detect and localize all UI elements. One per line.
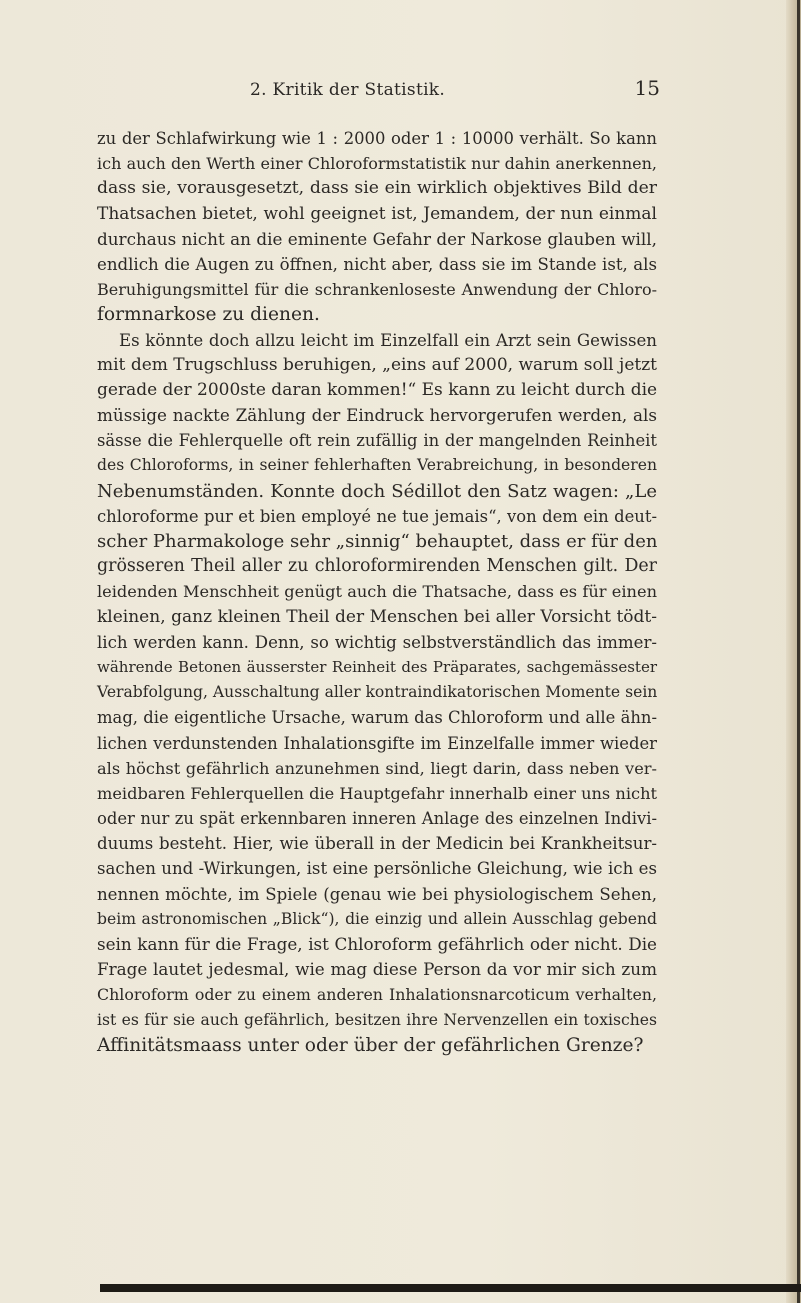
text-line: dass sie, vorausgesetzt, dass sie ein wirklich objektives Bild der: [97, 178, 657, 199]
text-line: endlich die Augen zu öffnen, nicht aber, dass sie im Stande ist, als: [97, 254, 657, 274]
text-line: Thatsachen bietet, wohl geeignet ist, Jemandem, der nun einmal: [97, 203, 657, 224]
text-line: als höchst gefährlich anzunehmen sind, liegt darin, dass neben ver-: [97, 758, 657, 778]
text-line: mag, die eigentliche Ursache, warum das Chloroform und alle ähn-: [97, 708, 657, 728]
page-number: 15: [634, 76, 660, 100]
text-line: grösseren Theil aller zu chloroformirenden Menschen gilt. Der: [97, 556, 657, 577]
text-line: beim astronomischen „Blick“), die einzig und allein Ausschlag gebend: [97, 909, 657, 928]
text-line: mit dem Trugschluss beruhigen, „eins auf 2000, warum soll jetzt: [97, 354, 657, 375]
running-head: [250, 76, 660, 104]
text-line: Affinitätsmaass unter oder über der gefährlichen Grenze?: [97, 1034, 644, 1056]
text-line: Chloroform oder zu einem anderen Inhalationsnarcoticum verhalten,: [97, 985, 657, 1005]
text-line: Beruhigungsmittel für die schrankenloseste Anwendung der Chloro-: [97, 280, 657, 300]
text-line: meidbaren Fehlerquellen die Hauptgefahr innerhalb einer uns nicht: [97, 783, 657, 803]
text-line: oder nur zu spät erkennbaren inneren Anlage des einzelnen Indivi-: [97, 809, 657, 829]
text-line: durchaus nicht an die eminente Gefahr der Narkose glauben will,: [97, 228, 657, 249]
text-line: sässe die Fehlerquelle oft rein zufällig in der mangelnden Reinheit: [97, 431, 657, 451]
text-line: scher Pharmakologe sehr „sinnig“ behauptet, dass er für den: [97, 531, 658, 552]
text-line: Es könnte doch allzu leicht im Einzelfall ein Arzt sein Gewissen: [119, 330, 657, 350]
text-line: nennen möchte, im Spiele (genau wie bei physiologischem Sehen,: [97, 884, 657, 904]
text-line: Verabfolgung, Ausschaltung aller kontraindikatorischen Momente sein: [97, 683, 658, 702]
text-line: leidenden Menschheit genügt auch die Thatsache, dass es für einen: [97, 582, 657, 602]
text-line: des Chloroforms, in seiner fehlerhaften Verabreichung, in besonderen: [97, 456, 657, 475]
text-line: Frage lautet jedesmal, wie mag diese Person da vor mir sich zum: [97, 959, 657, 980]
text-line: ich auch den Werth einer Chloroformstatistik nur dahin anerkennen,: [97, 154, 657, 174]
binding-edge-line: [797, 0, 800, 1303]
text-line: lich werden kann. Denn, so wichtig selbstverständlich das immer-: [97, 632, 657, 652]
text-line: gerade der 2000ste daran kommen!“ Es kann zu leicht durch die: [97, 379, 658, 400]
text-line: Nebenumständen. Konnte doch Sédillot den Satz wagen: „Le: [97, 480, 657, 502]
text-line: ist es für sie auch gefährlich, besitzen ihre Nervenzellen ein toxisches: [97, 1010, 657, 1029]
text-line: lichen verdunstenden Inhalationsgifte im Einzelfalle immer wieder: [97, 733, 657, 753]
body-text: [97, 126, 657, 1058]
page-bottom-edge: [100, 1284, 801, 1292]
text-line: kleinen, ganz kleinen Theil der Menschen bei aller Vorsicht tödt-: [97, 606, 657, 627]
text-line: währende Betonen äusserster Reinheit des Präparates, sachgemässester: [97, 657, 657, 676]
text-line: sein kann für die Frage, ist Chloroform gefährlich oder nicht. Die: [97, 934, 657, 954]
text-line: formnarkose zu dienen.: [97, 304, 320, 326]
text-line: chloroforme pur et bien employé ne tue jemais“, von dem ein deut-: [97, 506, 657, 526]
page-edge-shadow: [786, 0, 801, 1303]
text-line: sachen und -Wirkungen, ist eine persönliche Gleichung, wie ich es: [97, 859, 657, 879]
text-line: duums besteht. Hier, wie überall in der Medicin bei Krankheitsur-: [97, 834, 657, 854]
text-line: müssige nackte Zählung der Eindruck hervorgerufen werden, als: [97, 405, 657, 426]
running-title: 2. Kritik der Statistik.: [250, 80, 446, 100]
text-line: zu der Schlafwirkung wie 1 : 2000 oder 1 : 10000 verhält. So kann: [97, 129, 657, 148]
